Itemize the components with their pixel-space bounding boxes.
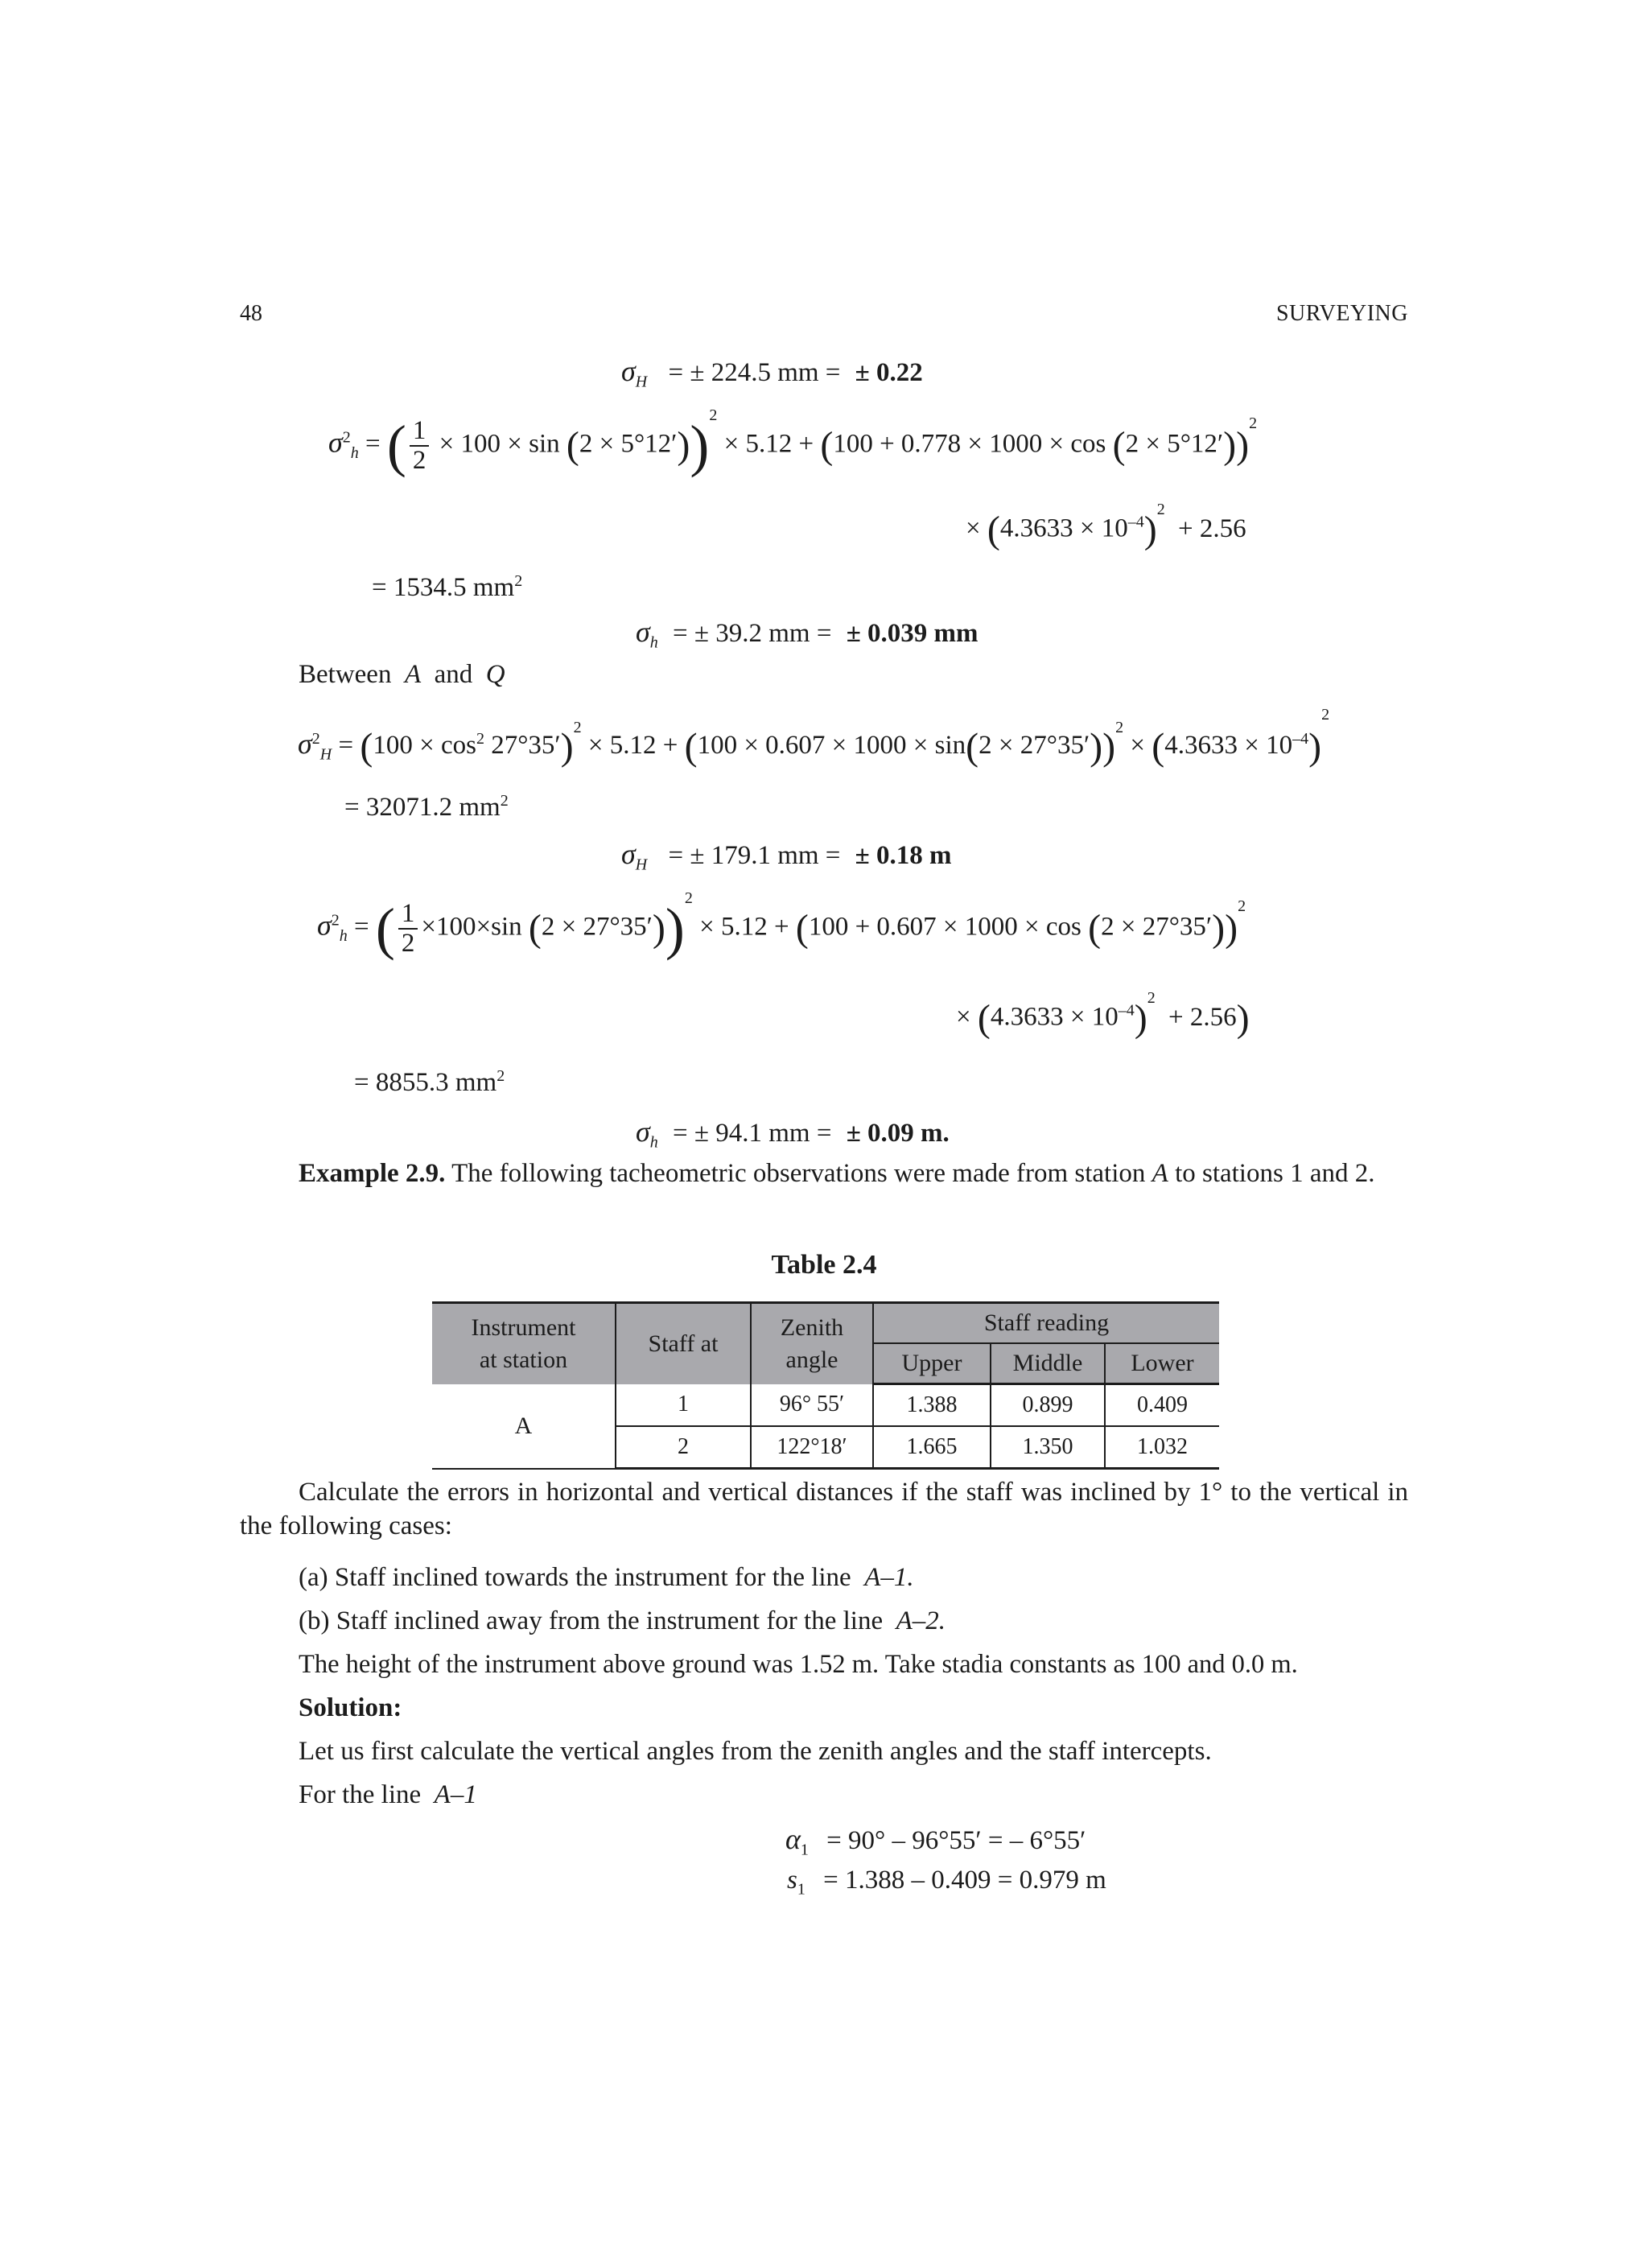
station-cell: A	[432, 1384, 616, 1469]
solution-heading: Solution:	[299, 1693, 402, 1722]
running-head: SURVEYING	[1275, 301, 1408, 326]
equation-sigma-h2-2: $\sigma^2_h$ = ( $\frac{1}{2}$ ×100×sin $(2 \times 27^\circ 35'))^2 \times 5.12 + (100 + 0.607 \times 1000 \times \cos (2 \times 27^\circ 35'))^2$	[317, 889, 1246, 961]
result-8855: = 8855.3 $mm^2$	[354, 1067, 505, 1097]
alpha-equation: $\alpha_1 = 90^\circ - 96^\circ 55'$ = – 6°55′	[785, 1823, 1086, 1859]
result-1534: = 1534.5 $mm^2$	[372, 572, 523, 602]
equation-sigma-H-1: $\sigma_H$ = ± 224.5 mm = ± 0.22	[621, 355, 923, 391]
equation-sigma-h-1: $\sigma_h$ = ± 39.2 mm = ± 0.039 mm	[636, 616, 978, 652]
header-zenith: Zenith angle	[751, 1303, 873, 1384]
case-a: (a) Staff inclined towards the instrument for the line A–1.	[299, 1563, 914, 1592]
header-middle: Middle	[991, 1343, 1105, 1384]
header-upper: Upper	[873, 1343, 991, 1384]
table-row	[432, 1384, 1219, 1427]
page-number: 48	[240, 301, 262, 326]
s-equation: $s_1 = 1.388 - 0.409 = 0.979$ m	[787, 1866, 1106, 1899]
case-b: (b) Staff inclined away from the instrument for the line A–2.	[299, 1606, 946, 1635]
header-lower: Lower	[1105, 1343, 1219, 1384]
upper-cell: 1.665	[873, 1426, 991, 1469]
zenith-cell: 96° 55′	[751, 1384, 873, 1427]
equation-sigma-h2-1-continued: × $(4.3633 \times 10^{-4})^2 + 2.56$	[966, 500, 1246, 551]
between-label: Between A and Q	[299, 660, 505, 689]
let-us-paragraph: Let us first calculate the vertical angles from the zenith angles and the staff intercepts.	[299, 1737, 1212, 1766]
height-paragraph: The height of the instrument above ground was 1.52 m. Take stadia constants as 100 and 0.0 m.	[299, 1650, 1298, 1679]
header-instrument: Instrument at station	[432, 1303, 616, 1384]
lower-cell: 0.409	[1105, 1384, 1219, 1427]
example-label: Example 2.9.	[299, 1159, 446, 1188]
middle-cell: 1.350	[991, 1426, 1105, 1469]
staff-cell: 2	[616, 1426, 751, 1469]
staff-cell: 1	[616, 1384, 751, 1427]
example-paragraph: Example 2.9. The following tacheometric observations were made from station A to stations 1 and 2.	[299, 1159, 1375, 1188]
table-caption: Table 2.4	[771, 1250, 877, 1280]
equation-sigma-h2-1: $\sigma^2_h$ = ( $\frac{1}{2}$ × $100 \times \sin (2 \times 5^\circ 12'))^2 \times 5.12 + (100 + 0.778 \times 1000 \times \cos (2 \times 5^\circ 12'))^2$	[328, 406, 1258, 478]
header-staff-reading: Staff reading	[873, 1303, 1219, 1344]
middle-cell: 0.899	[991, 1384, 1105, 1427]
lower-cell: 1.032	[1105, 1426, 1219, 1469]
zenith-cell: 122°18′	[751, 1426, 873, 1469]
for-line-label: For the line A–1	[299, 1780, 477, 1809]
header-staff-at: Staff at	[616, 1303, 751, 1384]
equation-sigma-h-2: $\sigma_h$ = ± 94.1 mm = ± 0.09 m.	[636, 1115, 950, 1152]
observations-table	[432, 1301, 1219, 1470]
result-32071: = 32071.2 $mm^2$	[344, 792, 509, 822]
upper-cell: 1.388	[873, 1384, 991, 1427]
equation-sigma-h2-2-continued: × $(4.3633 \times 10^{-4})^2 + 2.56$)	[956, 988, 1250, 1040]
equation-sigma-H-2: $\sigma_H$ = ± 179.1 mm = ± 0.18 m	[621, 838, 952, 874]
calc-paragraph: Calculate the errors in horizontal and vertical distances if the staff was inclined by 1° to the vertical in the following cases:	[240, 1478, 1408, 1540]
equation-sigma-H2-2: $\sigma^2_H = (100 \times \cos^2 27^\circ 35')^2 \times 5.12 + (100 \times 0.607 \times 1000 \times \sin(2 \times 27^\circ 35'))^2 \times (4.3633 \times 10^{-4})^2$	[298, 706, 1330, 769]
